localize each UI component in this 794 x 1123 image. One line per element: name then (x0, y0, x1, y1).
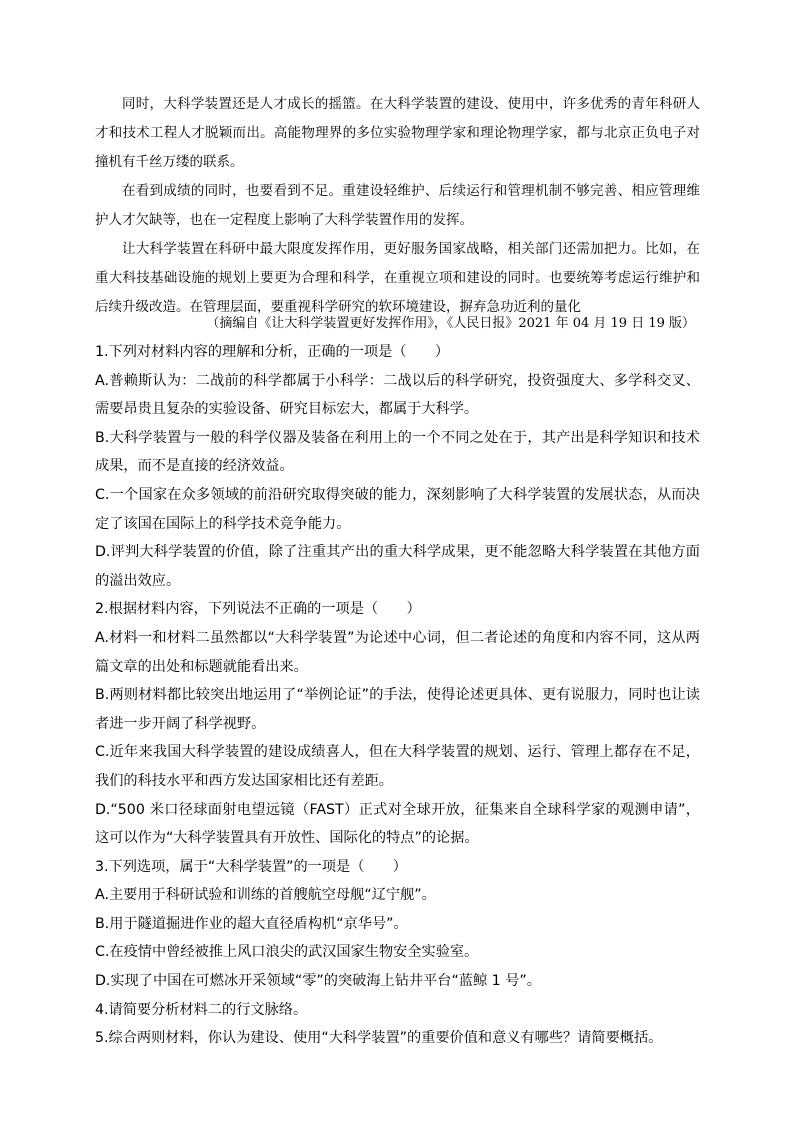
question-1-option-d: D.评判大科学装置的价值，除了注重其产出的重大科学成果，更不能忽略大科学装置在其他方面的溢出效应。 (95, 544, 700, 589)
question-3-option-c: C.在疫情中曾经被推上风口浪尖的武汉国家生物安全实验室。 (95, 944, 479, 961)
question-4-stem: 4.请简要分析材料二的行文脉络。 (95, 1001, 308, 1018)
question-3-option-b: B.用于隧道掘进作业的超大直径盾构机“京华号”。 (95, 915, 408, 932)
question-3-option-d: D.实现了中国在可燃冰开采领域“零”的突破海上钻井平台“蓝鲸 1 号”。 (95, 973, 541, 990)
question-3-option-a: A.主要用于科研试验和训练的首艘航空母舰“辽宁舰”。 (95, 887, 436, 904)
question-3-stem: 3.下列选项，属于“大科学装置”的一项是（ ） (95, 858, 407, 875)
question-1-option-b: B.大科学装置与一般的科学仪器及装备在利用上的一个不同之处在于，其产出是科学知识和技术成果，而不是直接的经济效益。 (95, 429, 700, 475)
question-list (95, 338, 700, 1053)
passage-paragraph: 同时，大科学装置还是人才成长的摇篮。在大科学装置的建设、使用中，许多优秀的青年科研人才和技术工程人才脱颖而出。高能物理界的多位实验物理学家和理论物理学家，都与北京正负电子对撞机有千丝万缕的联系。 (95, 96, 700, 170)
question-5-stem: 5.综合两则材料，你认为建设、使用“大科学装置”的重要价值和意义有哪些？请简要概括。 (95, 1030, 663, 1047)
passage-source: （摘编自《让大科学装置更好发挥作用》，《人民日报》2021 年 04 月 19 日 19 版） (206, 316, 695, 331)
question-1-stem: 1.下列对材料内容的理解和分析，正确的一项是（ ） (95, 344, 450, 360)
question-1-option-a: A.普赖斯认为：二战前的科学都属于小科学：二战以后的科学研究，投资强度大、多学科交叉、需要昂贵且复杂的实验设备、研究目标宏大，都属于大科学。 (95, 372, 700, 418)
question-1-option-c: C.一个国家在众多领域的前沿研究取得突破的能力，深刻影响了大科学装置的发展状态，从而决定了该国在国际上的科学技术竞争能力。 (95, 486, 700, 532)
question-2-stem: 2.根据材料内容，下列说法不正确的一项是（ ） (95, 601, 421, 618)
question-2-option-d: D.“500 米口径球面射电望远镜（FAST）正式对全球开放，征集来自全球科学家的观测申请”，这可以作为“大科学装置具有开放性、国际化的特点”的论据。 (95, 801, 700, 847)
question-2-option-b: B.两则材料都比较突出地运用了“举例论证”的手法，使得论述更具体、更有说服力，同时也让读者进一步开阔了科学视野。 (95, 687, 700, 732)
question-2-option-c: C.近年来我国大科学装置的建设成绩喜人，但在大科学装置的规划、运行、管理上都存在不足，我们的科技水平和西方发达国家相比还有差距。 (95, 744, 700, 789)
question-2-option-a: A.材料一和材料二虽然都以“大科学装置”为论述中心词，但二者论述的角度和内容不同，这从两篇文章的出处和标题就能看出来。 (95, 629, 700, 675)
passage-paragraph: 在看到成绩的同时，也要看到不足。重建设轻维护、后续运行和管理机制不够完善、相应管理维护人才欠缺等，也在一定程度上影响了大科学装置作用的发挥。 (95, 183, 700, 228)
reading-passage (95, 90, 700, 322)
passage-paragraph: 让大科学装置在科研中最大限度发挥作用，更好服务国家战略，相关部门还需加把力。比如，在重大科技基础设施的规划上要更为合理和科学，在重视立项和建设的同时。也要统筹考虑运行维护和后续升级改造。在管理层面，要重视科学研究的软环境建设，摒弃急功近利的量化 (95, 241, 700, 315)
